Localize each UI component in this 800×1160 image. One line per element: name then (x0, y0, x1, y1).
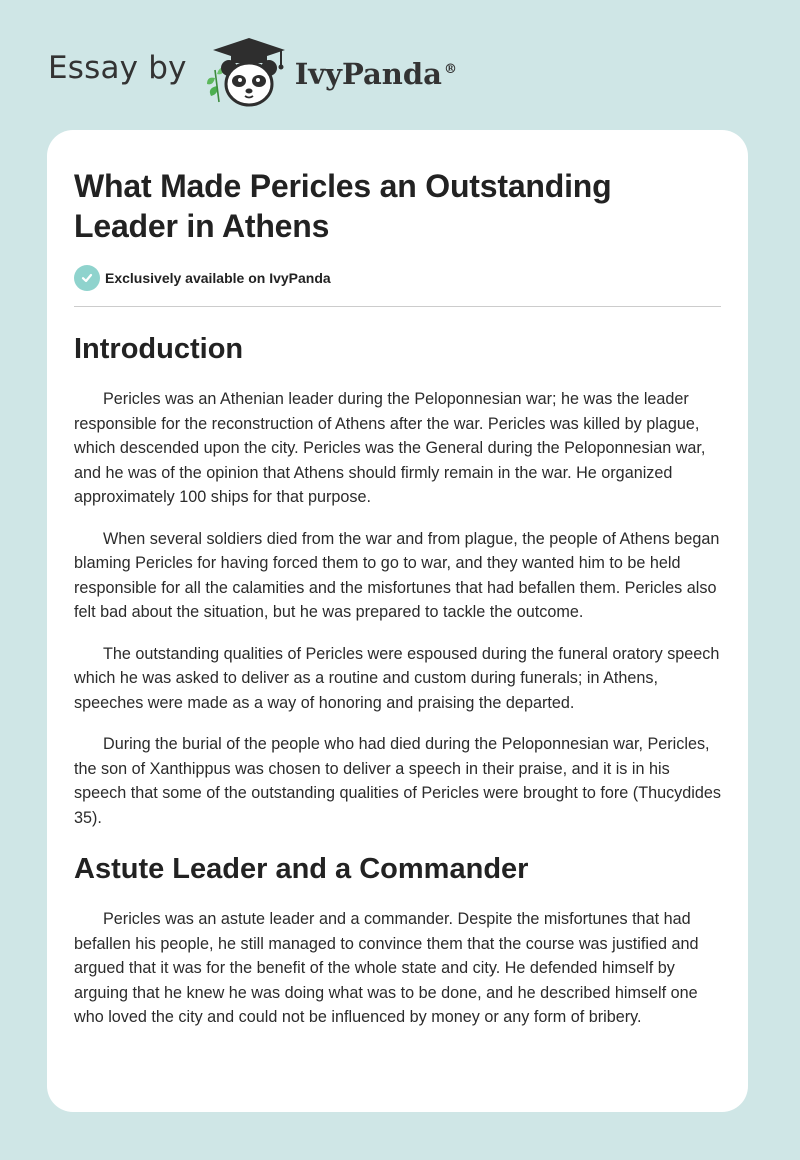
paragraph: When several soldiers died from the war and from plague, the people of Athens began blaming Pericles for having forced them to go to war, and they wanted him to be held responsible for all the calamities and the misfortunes that had befallen them. Pericles also felt bad about the situation, but he was prepared to tackle the outcome. (74, 529, 720, 621)
section-heading-astute-leader: Astute Leader and a Commander (74, 853, 529, 885)
essay-card (47, 130, 748, 1112)
badge-text: Exclusively available on IvyPanda (105, 270, 331, 286)
panda-graduate-logo-icon (201, 34, 293, 110)
brand-header[interactable] (48, 34, 457, 110)
paragraph: During the burial of the people who had died during the Peloponnesian war, Pericles, the son of Xanthippus was chosen to deliver a speech in their praise, and it is in his speech that some of the outstanding qualities of Pericles were brought to fore (Thucydides 35). (74, 735, 721, 827)
divider (74, 306, 721, 307)
page-title: What Made Pericles an Outstanding Leader in Athens (74, 168, 612, 244)
ivy-leaf-icon (207, 68, 225, 102)
paragraph: Pericles was an astute leader and a commander. Despite the misfortunes that had befallen his people, he still managed to convince them that the course was justified and argued that it was for the benefit of the whole state and city. He defended himself by arguing that he knew he was doing what was to be done, and he described himself one who loved the city and could not be influenced by money or any form of bribery. (74, 910, 699, 1026)
brand-prefix: Essay by (48, 50, 187, 86)
paragraph: The outstanding qualities of Pericles were espoused during the funeral oratory speech which he was asked to deliver as a routine and custom during funerals; in Athens, speeches were made as a way of honoring and praising the departed. (74, 644, 720, 712)
brand-name (295, 57, 457, 91)
brand-name-text: IvyPanda (294, 57, 442, 91)
exclusive-badge (74, 265, 721, 291)
paragraph: Pericles was an Athenian leader during the Peloponnesian war; he was the leader responsible for the reconstruction of Athens after the war. Pericles was killed by plague, which descended upon the city. Pericles was the General during the Peloponnesian war, and he was of the opinion that Athens should firmly remain in the war. He organized approximately 100 ships for that purpose. (74, 390, 706, 506)
section-heading-introduction: Introduction (74, 333, 244, 365)
registered-mark: ® (443, 62, 457, 78)
check-circle-icon (74, 265, 100, 291)
